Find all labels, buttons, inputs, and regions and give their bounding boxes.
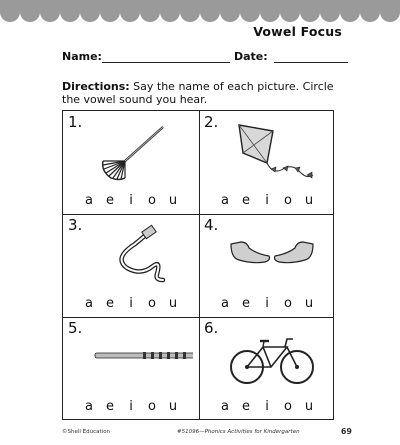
bike-icon	[227, 327, 317, 389]
footer-copyright: ©Shell Education	[62, 429, 111, 435]
kite-icon	[227, 121, 317, 183]
vowel-i[interactable]: i	[129, 193, 133, 208]
vowel-choices	[63, 296, 199, 311]
vowel-i[interactable]: i	[265, 399, 269, 414]
vowel-u[interactable]: u	[168, 193, 178, 208]
hose-icon	[91, 224, 181, 286]
page-title: Vowel Focus	[253, 24, 342, 39]
directions-text: Say the name of each picture. Circle the vowel sound you hear.	[62, 80, 334, 106]
vowel-a[interactable]: a	[85, 296, 93, 311]
flute-icon	[83, 327, 193, 389]
vowel-e[interactable]: e	[242, 193, 250, 208]
vowel-u[interactable]: u	[304, 193, 314, 208]
vowel-u[interactable]: u	[304, 399, 314, 414]
vowel-u[interactable]: u	[304, 296, 314, 311]
vowel-a[interactable]: a	[85, 193, 93, 208]
footer-book-title: #51096—Phonics Activities for Kindergarten	[177, 429, 300, 435]
cell-number: 1.	[68, 113, 83, 131]
vowel-e[interactable]: e	[106, 399, 114, 414]
vowel-choices	[199, 193, 335, 208]
vowel-u[interactable]: u	[168, 399, 178, 414]
vowel-o[interactable]: o	[148, 193, 156, 208]
cell-5	[63, 317, 199, 420]
cell-number: 6.	[204, 319, 219, 337]
vowel-u[interactable]: u	[168, 296, 178, 311]
scalloped-header-border	[0, 0, 400, 26]
vowel-e[interactable]: e	[106, 193, 114, 208]
vowel-o[interactable]: o	[148, 399, 156, 414]
rake-icon	[91, 121, 181, 183]
cell-number: 2.	[204, 113, 219, 131]
vowel-choices	[199, 399, 335, 414]
cell-6	[199, 317, 335, 420]
vowel-o[interactable]: o	[284, 296, 292, 311]
vowel-o[interactable]: o	[284, 399, 292, 414]
page-footer	[62, 427, 352, 439]
vowel-a[interactable]: a	[85, 399, 93, 414]
vowel-e[interactable]: e	[242, 399, 250, 414]
vowel-choices	[63, 399, 199, 414]
vowel-a[interactable]: a	[221, 193, 229, 208]
name-line[interactable]	[102, 62, 230, 63]
vowel-o[interactable]: o	[148, 296, 156, 311]
cell-number: 3.	[68, 216, 83, 234]
vowel-i[interactable]: i	[129, 399, 133, 414]
vowel-a[interactable]: a	[221, 296, 229, 311]
cell-4	[199, 214, 335, 317]
picture-grid	[62, 110, 334, 420]
vowel-i[interactable]: i	[265, 296, 269, 311]
date-line[interactable]	[274, 62, 348, 63]
cell-number: 4.	[204, 216, 219, 234]
vowel-e[interactable]: e	[106, 296, 114, 311]
cell-2	[199, 111, 335, 214]
vowel-e[interactable]: e	[242, 296, 250, 311]
vowel-choices	[63, 193, 199, 208]
directions-label: Directions:	[62, 80, 130, 93]
vowel-a[interactable]: a	[221, 399, 229, 414]
vowel-choices	[199, 296, 335, 311]
date-label: Date:	[234, 50, 268, 63]
cell-number: 5.	[68, 319, 83, 337]
feet-icon	[227, 224, 317, 286]
vowel-i[interactable]: i	[129, 296, 133, 311]
vowel-i[interactable]: i	[265, 193, 269, 208]
name-label: Name:	[62, 50, 102, 63]
page-number: 69	[340, 427, 352, 436]
cell-3	[63, 214, 199, 317]
name-date-row	[62, 50, 352, 66]
vowel-o[interactable]: o	[284, 193, 292, 208]
cell-1	[63, 111, 199, 214]
directions	[62, 80, 352, 106]
